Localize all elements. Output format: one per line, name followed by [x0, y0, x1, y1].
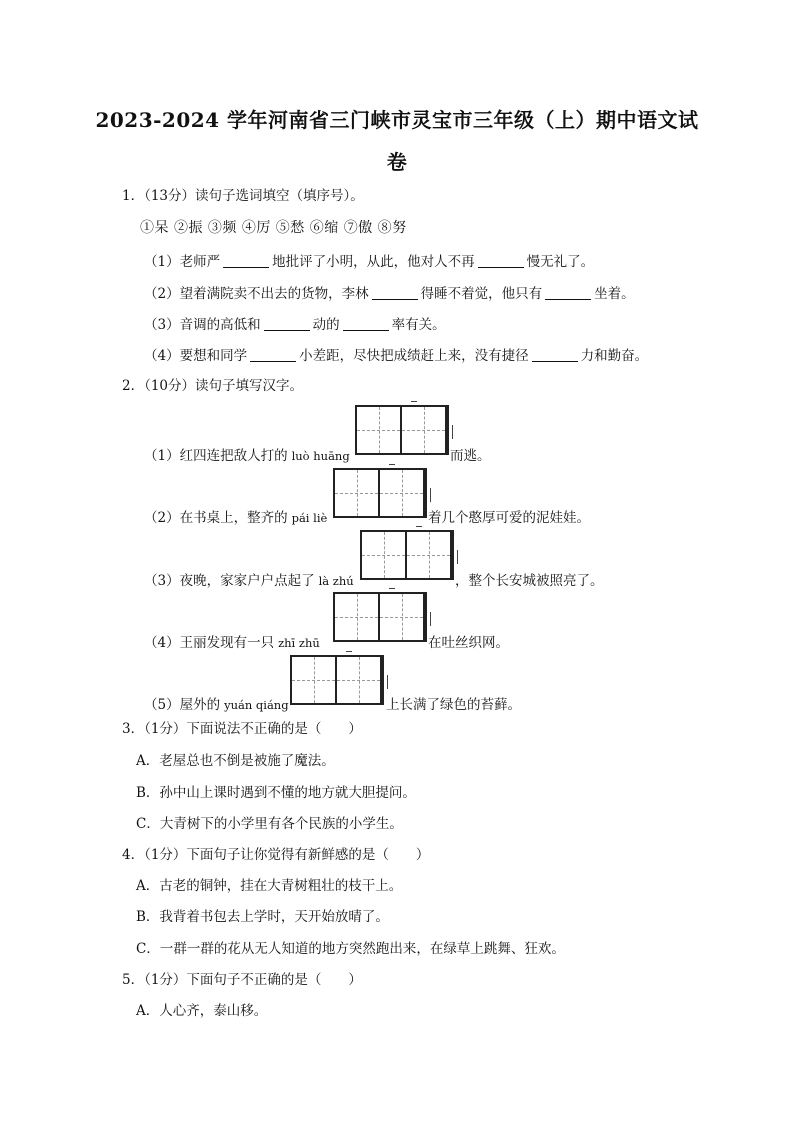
question-2-sentence-5	[144, 695, 289, 715]
writing-grid[interactable]	[355, 405, 449, 455]
page-title: 2023-2024 学年河南省三门峡市灵宝市三年级（上）期中语文试	[95, 108, 699, 132]
question-4-option-b[interactable]: B．我背着书包去上学时，天开始放晴了。	[136, 909, 389, 925]
question-5-option-a[interactable]: A．人心齐，泰山移。	[136, 1003, 268, 1019]
sentence-text: （5）屋外的	[144, 697, 221, 713]
question-2-sentence-1	[144, 446, 350, 466]
sentence-text: 力和勤奋。	[580, 348, 649, 364]
sentence-text: 地批评了小明，从此，他对人不再	[272, 254, 475, 270]
question-2-sentence-2	[144, 508, 327, 528]
pinyin: pái liè	[291, 511, 328, 525]
sentence-text: （2）在书桌上，整齐的	[144, 510, 288, 526]
sentence-text: 得睡不着觉，他只有	[420, 286, 543, 302]
pinyin: luò huāng	[291, 449, 350, 463]
sentence-text: 在吐丝织网。	[428, 635, 509, 651]
question-3-option-c[interactable]: C．大青树下的小学里有各个民族的小学生。	[136, 816, 403, 832]
sentence-text: （3）音调的高低和	[144, 317, 261, 333]
answer-blank[interactable]	[532, 347, 578, 362]
sentence-text: （1）红四连把敌人打的	[144, 448, 288, 464]
writing-grid[interactable]	[360, 530, 454, 580]
sentence-text: 着几个憨厚可爱的泥娃娃。	[428, 510, 590, 526]
sentence-text: （2）望着满院卖不出去的货物，李林	[144, 286, 369, 302]
question-3-option-a[interactable]: A．老屋总也不倒是被施了魔法。	[136, 753, 335, 769]
sentence-text: （4）王丽发现有一只	[144, 635, 275, 651]
question-2-sentence-4	[144, 633, 320, 653]
sentence-text: 动的	[312, 317, 340, 333]
question-3-option-b[interactable]: B．孙中山上课时遇到不懂的地方就大胆提问。	[136, 785, 416, 801]
sentence-text: 小差距，尽快把成绩赶上来，没有捷径	[299, 348, 529, 364]
question-4-option-a[interactable]: A．古老的铜钟，挂在大青树粗壮的枝干上。	[136, 878, 403, 894]
question-1-sentence-1	[144, 252, 594, 272]
sentence-text: （1）老师严	[144, 254, 221, 270]
question-3-heading: 3．（1分）下面说法不正确的是（ ）	[122, 721, 362, 737]
writing-grid[interactable]	[333, 592, 427, 642]
pinyin: zhī zhū	[278, 636, 320, 650]
answer-blank[interactable]	[343, 316, 389, 331]
answer-blank[interactable]	[223, 253, 269, 268]
answer-blank[interactable]	[264, 316, 310, 331]
sentence-text: （4）要想和同学	[144, 348, 248, 364]
sentence-text: （3）夜晚，家家户户点起了	[144, 573, 315, 589]
sentence-text: 而逃。	[450, 448, 491, 464]
answer-blank[interactable]	[372, 285, 418, 300]
question-2-heading: 2．（10分）读句子填写汉字。	[122, 378, 304, 394]
writing-grid[interactable]	[290, 655, 384, 705]
question-2-sentence-3	[144, 571, 354, 591]
pinyin: là zhú	[318, 574, 354, 588]
answer-blank[interactable]	[478, 253, 524, 268]
question-1-sentence-3	[144, 315, 446, 335]
answer-blank[interactable]	[250, 347, 296, 362]
question-1-heading: 1．（13分）读句子选词填空（填序号）。	[122, 188, 364, 204]
question-4-option-c[interactable]: C．一群一群的花从无人知道的地方突然跑出来，在绿草上跳舞、狂欢。	[136, 941, 565, 957]
question-5-heading: 5．（1分）下面句子不正确的是（ ）	[122, 972, 362, 988]
question-1-sentence-4	[144, 346, 648, 366]
sentence-text: 上长满了绿色的苔藓。	[386, 697, 521, 713]
sentence-text: ，整个长安城被照亮了。	[455, 573, 604, 589]
sentence-text: 慢无礼了。	[526, 254, 595, 270]
question-4-heading: 4．（1分）下面句子让你觉得有新鲜感的是（ ）	[122, 847, 430, 863]
pinyin: yuán qiáng	[224, 698, 289, 712]
question-1-options: ①呆 ②振 ③频 ④厉 ⑤愁 ⑥缩 ⑦傲 ⑧努	[140, 220, 407, 236]
writing-grid[interactable]	[333, 468, 427, 518]
sentence-text: 坐着。	[594, 286, 635, 302]
answer-blank[interactable]	[545, 285, 591, 300]
page-title-continued: 卷	[386, 150, 408, 174]
sentence-text: 率有关。	[391, 317, 446, 333]
question-1-sentence-2	[144, 284, 635, 304]
